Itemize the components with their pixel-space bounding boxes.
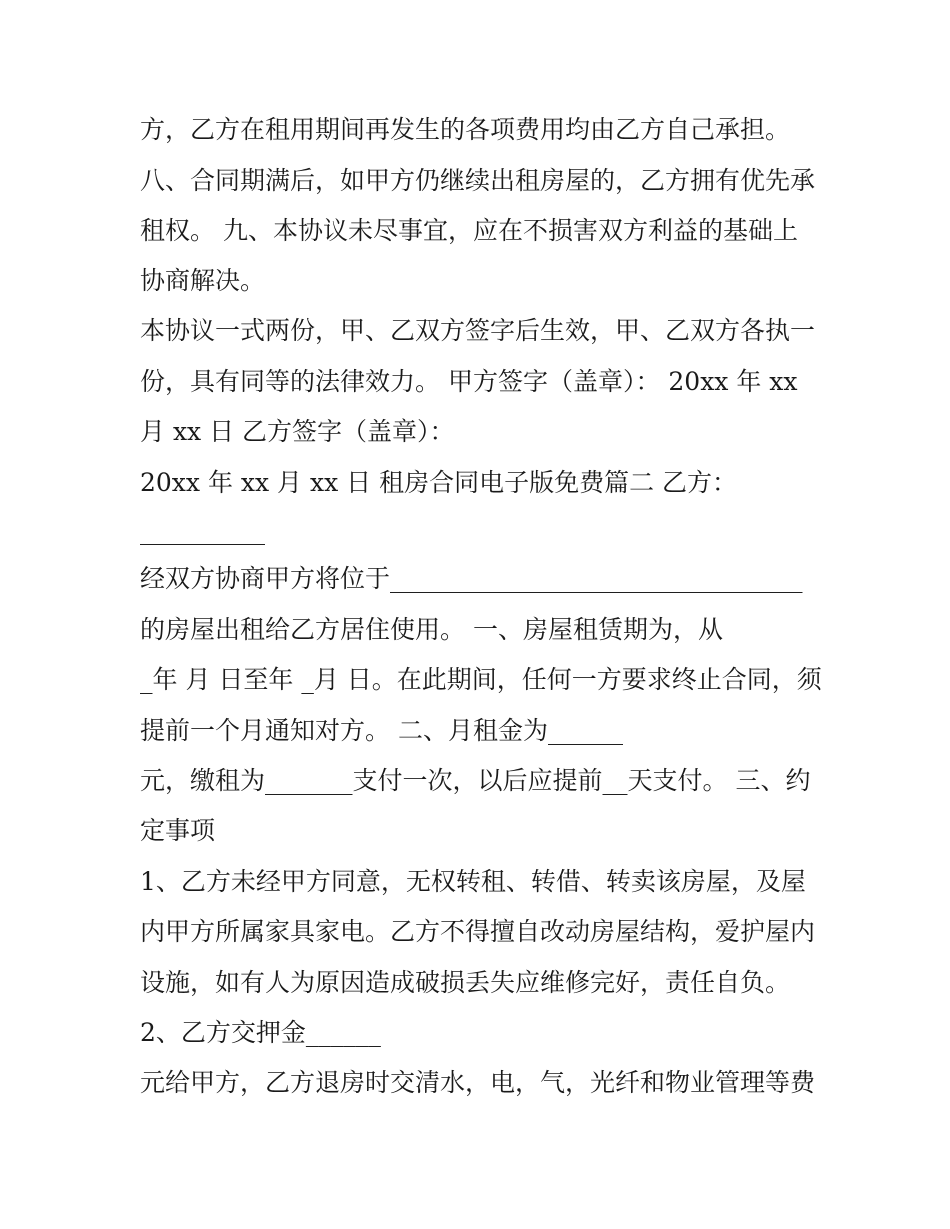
text-line: _年 月 日至年 _月 日。在此期间，任何一方要求终止合同，须 (140, 665, 822, 694)
text-line: 设施，如有人为原因造成破损丢失应维修完好，责任自负。 (140, 968, 791, 997)
text-line: 内甲方所属家具家电。乙方不得擅自改动房屋结构，爱护屋内 (140, 917, 816, 946)
text-line: 元，缴租为_______支付一次，以后应提前__天支付。 三、约 (140, 766, 811, 795)
text-line: 元给甲方，乙方退房时交清水，电，气，光纤和物业管理等费 (140, 1068, 816, 1097)
text-line: 协商解决。 (140, 266, 266, 295)
text-line: 的房屋出租给乙方居住使用。 一、房屋租赁期为，从 (140, 615, 723, 644)
text-line: 定事项 (140, 816, 216, 845)
text-line: 份，具有同等的法律效力。 甲方签字（盖章）： 20xx 年 xx (140, 367, 798, 396)
text-line: 租权。 九、本协议未尽事宜，应在不损害双方利益的基础上 (140, 216, 798, 245)
text-line: 提前一个月通知对方。 二、月租金为______ (140, 716, 623, 745)
text-line: 本协议一式两份，甲、乙双方签字后生效，甲、乙双方各执一 (140, 316, 816, 345)
signature-blank: __________ (140, 516, 265, 545)
text-line: 2、乙方交押金______ (140, 1018, 381, 1047)
text-line: 1、乙方未经甲方同意，无权转租、转借、转卖该房屋，及屋 (140, 867, 806, 896)
text-line: 八、合同期满后，如甲方仍继续出租房屋的，乙方拥有优先承 (140, 166, 816, 195)
text-line: 方，乙方在租用期间再发生的各项费用均由乙方自己承担。 (140, 115, 791, 144)
text-line: 20xx 年 xx 月 xx 日 租房合同电子版免费篇二 乙方： (140, 468, 738, 497)
text-line: 经双方协商甲方将位于_________________________________ (140, 564, 803, 593)
text-line: 月 xx 日 乙方签字（盖章）： (140, 417, 455, 446)
